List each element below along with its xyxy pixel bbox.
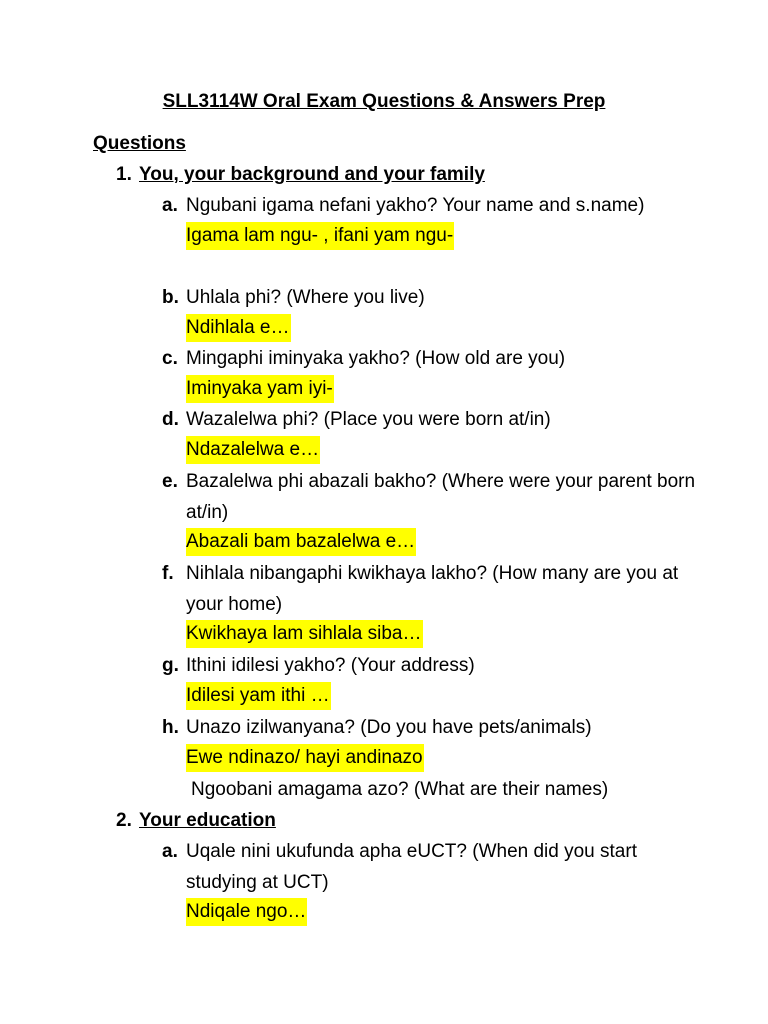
answer-highlight: Idilesi yam ithi … bbox=[186, 682, 331, 710]
item-letter: c. bbox=[162, 348, 178, 369]
section-title: You, your background and your family bbox=[139, 164, 485, 185]
answer-highlight: Kwikhaya lam sihlala siba… bbox=[186, 620, 423, 648]
section-heading-2 bbox=[116, 809, 276, 833]
list-item-1h bbox=[162, 713, 702, 772]
questions-heading: Questions bbox=[93, 133, 186, 154]
item-letter: a. bbox=[162, 841, 178, 862]
list-item-1f bbox=[162, 559, 702, 648]
answer-highlight: Ewe ndinazo/ hayi andinazo bbox=[186, 744, 424, 772]
question-text: Bazalelwa phi abazali bakho? (Where were your parent born at/in) bbox=[186, 471, 696, 523]
answer-highlight: Abazali bam bazalelwa e… bbox=[186, 528, 416, 556]
question-text: Uqale nini ukufunda apha eUCT? (When did you start studying at UCT) bbox=[186, 841, 637, 893]
item-letter: h. bbox=[162, 717, 179, 738]
item-letter: e. bbox=[162, 471, 178, 492]
question-text: Ngubani igama nefani yakho? Your name and s.name) bbox=[186, 195, 645, 216]
question-text: Mingaphi iminyaka yakho? (How old are you) bbox=[186, 348, 566, 369]
item-letter: d. bbox=[162, 409, 179, 430]
list-item-1b bbox=[162, 283, 702, 342]
answer-highlight: Iminyaka yam iyi- bbox=[186, 375, 334, 403]
item-letter: b. bbox=[162, 287, 179, 308]
list-item-1a bbox=[162, 191, 702, 250]
list-item-1d bbox=[162, 405, 702, 464]
answer-highlight: Ndiqale ngo… bbox=[186, 898, 307, 926]
answer-highlight: Ndihlala e… bbox=[186, 314, 291, 342]
section-number: 2. bbox=[116, 810, 132, 831]
answer-highlight: Ndazalelwa e… bbox=[186, 436, 320, 464]
list-item-2a bbox=[162, 837, 702, 926]
question-text: Ithini idilesi yakho? (Your address) bbox=[186, 655, 475, 676]
list-item-1e bbox=[162, 467, 702, 556]
section-title: Your education bbox=[139, 810, 276, 831]
list-item-1c bbox=[162, 344, 702, 403]
item-letter: g. bbox=[162, 655, 179, 676]
answer-highlight: Igama lam ngu- , ifani yam ngu- bbox=[186, 222, 454, 250]
item-letter: a. bbox=[162, 195, 178, 216]
section-heading-1 bbox=[116, 163, 485, 187]
question-text: Nihlala nibangaphi kwikhaya lakho? (How many are you at your home) bbox=[186, 563, 679, 615]
page-title: SLL3114W Oral Exam Questions & Answers Prep bbox=[162, 91, 606, 112]
question-text: Uhlala phi? (Where you live) bbox=[186, 287, 425, 308]
section-number: 1. bbox=[116, 164, 132, 185]
item-letter: f. bbox=[162, 563, 174, 584]
question-text: Wazalelwa phi? (Place you were born at/in) bbox=[186, 409, 551, 430]
list-item-1g bbox=[162, 651, 702, 710]
question-text: Unazo izilwanyana? (Do you have pets/animals) bbox=[186, 717, 592, 738]
followup-question: Ngoobani amagama azo? (What are their names) bbox=[191, 779, 609, 800]
